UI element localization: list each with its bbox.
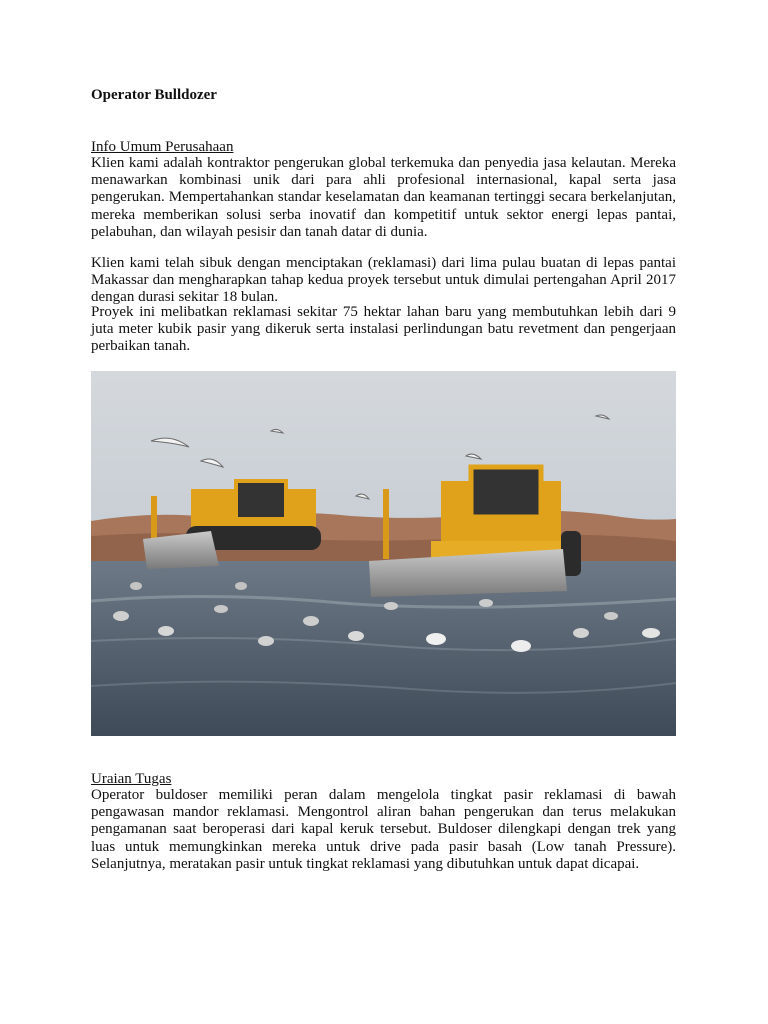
company-paragraph-1: Klien kami adalah kontraktor pengerukan global terkemuka dan penyedia jasa kelautan. Mereka menawarkan kombinasi unik dari para ahli profesional internasional, kapal serta jasa pengerukan. Mempertahankan standar keselamatan dan keamanan tertinggi secara berkelanjutan, mereka memberikan solusi serba inovatif dan kompetitif untuk sektor energi lepas pantai, pelabuhan, dan wilayah pesisir dan tanah datar di dunia. <box>91 155 676 240</box>
duties-section-heading: Uraian Tugas <box>91 771 172 787</box>
company-paragraph-3: Proyek ini melibatkan reklamasi sekitar 75 hektar lahan baru yang membutuhkan lebih dari 9 juta meter kubik pasir yang dikeruk serta instalasi perlindungan batu revetment dan pengerjaan perbaikan tanah. <box>91 304 676 355</box>
page-title: Operator Bulldozer <box>91 87 217 103</box>
duties-paragraph-1: Operator buldoser memiliki peran dalam mengelola tingkat pasir reklamasi di bawah pengawasan mandor reklamasi. Mengontrol aliran bahan pengerukan dan terus melakukan pengamanan saat beroperasi dari kapal keruk tersebut. Buldoser dilengkapi dengan trek yang luas untuk memungkinkan mereka untuk drive pada pasir basah (Low tanah Pressure). Selanjutnya, meratakan pasir untuk tingkat reklamasi yang dibutuhkan untuk dapat dicapai. <box>91 787 676 872</box>
company-paragraph-2: Klien kami telah sibuk dengan menciptakan (reklamasi) dari lima pulau buatan di lepas pantai Makassar dan mengharapkan tahap kedua proyek tersebut untuk dimulai pertengahan April 2017 dengan durasi sekitar 18 bulan. <box>91 255 676 306</box>
bulldozer-photo <box>91 371 676 736</box>
company-section-heading: Info Umum Perusahaan <box>91 139 234 155</box>
